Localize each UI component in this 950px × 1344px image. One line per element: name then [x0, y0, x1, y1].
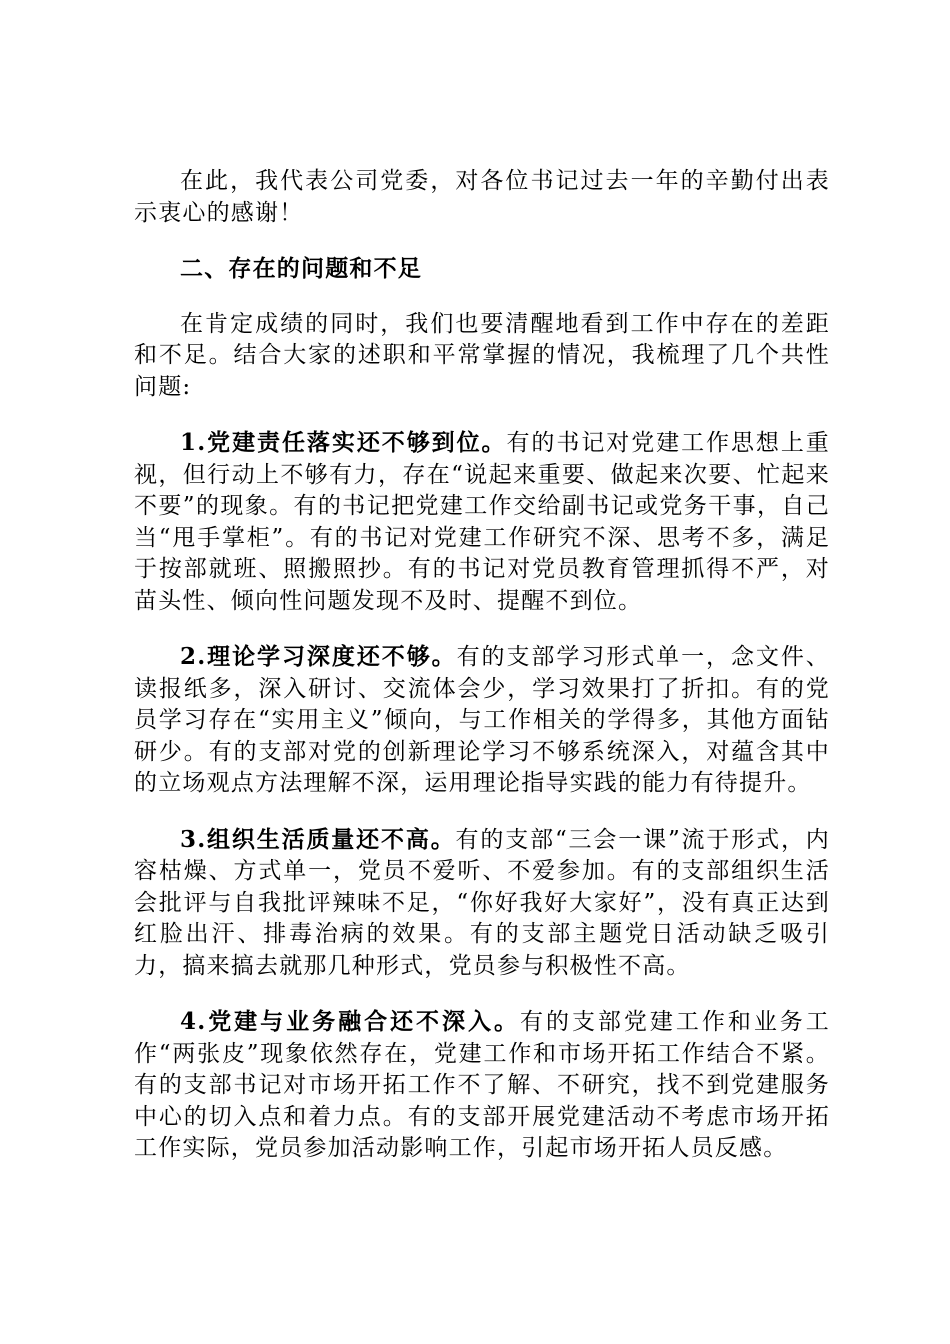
issue-body-2: 有的支部学习形式单一，念文件、读报纸多，深入研讨、交流体会少，学习效果打了折扣。有的党员学习存在“实用主义”倾向，与工作相关的学得多，其他方面钻研少。有的支部对党的创新理论学习不够系统深入，对蕴含其中的立场观点方法理解不深，运用理论指导实践的能力有待提升。: [134, 644, 830, 796]
document-body: [134, 166, 830, 1189]
issue-body-3: 有的支部“三会一课”流于形式，内容枯燥、方式单一，党员不爱听、不爱参加。有的支部组织生活会批评与自我批评辣味不足，“你好我好大家好”，没有真正达到红脸出汗、排毒治病的效果。有的支部主题党日活动缺乏吸引力，搞来搞去就那几种形式，党员参与积极性不高。: [134, 826, 830, 979]
section-heading: 二、存在的问题和不足: [180, 255, 422, 282]
issue-paragraph-4: [134, 1006, 830, 1165]
issue-lead-4: 4.党建与业务融合还不深入。: [180, 1008, 520, 1035]
thanks-paragraph: 在此，我代表公司党委，对各位书记过去一年的辛勤付出表示衷心的感谢！: [134, 168, 830, 226]
issue-body-1: 有的书记对党建工作思想上重视，但行动上不够有力，存在“说起来重要、做起来次要、忙起来不要”的现象。有的书记把党建工作交给副书记或党务干事，自己当“甩手掌柜”。有的书记对党建工作研究不深、思考不多，满足于按部就班、照搬照抄。有的书记对党员教育管理抓得不严，对苗头性、倾向性问题发现不及时、提醒不到位。: [134, 430, 831, 614]
issue-lead-2: 2.理论学习深度还不够。: [180, 643, 457, 670]
intro-paragraph: 在肯定成绩的同时，我们也要清醒地看到工作中存在的差距和不足。结合大家的述职和平常掌握的情况，我梳理了几个共性问题:: [134, 310, 830, 400]
issue-paragraph-3: [134, 824, 830, 983]
issue-paragraph-2: [134, 641, 830, 800]
issue-paragraph-1: [134, 427, 830, 617]
issue-lead-3: 3.组织生活质量还不高。: [180, 825, 456, 853]
issue-lead-1: 1.党建责任落实还不够到位。: [180, 429, 507, 456]
issue-body-4: 有的支部党建工作和业务工作“两张皮”现象依然存在，党建工作和市场开拓工作结合不紧。有的支部书记对市场开拓工作不了解、不研究，找不到党建服务中心的切入点和着力点。有的支部开展党建活动不考虑市场开拓工作实际，党员参加活动影响工作，引起市场开拓人员反感。: [134, 1009, 830, 1161]
